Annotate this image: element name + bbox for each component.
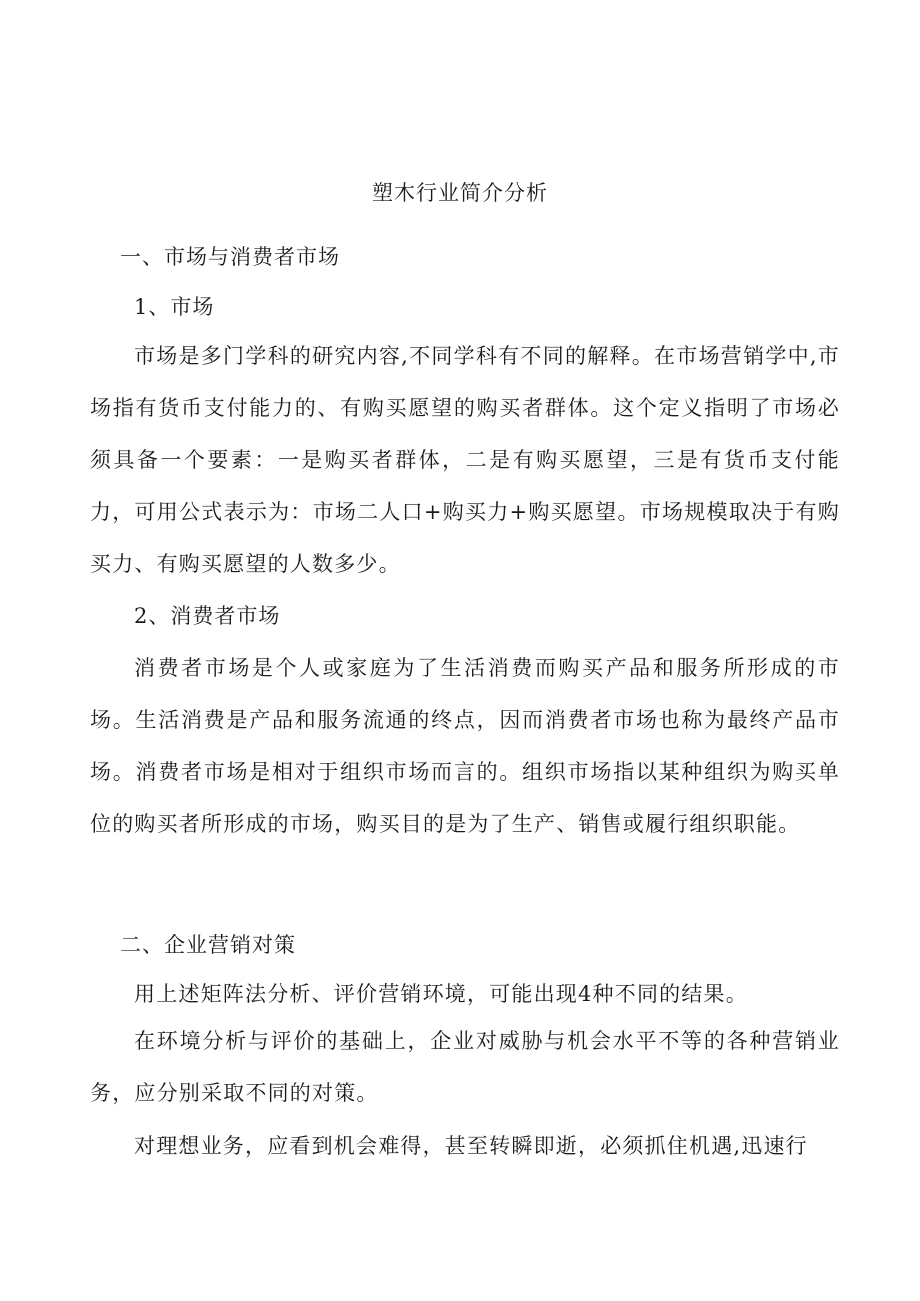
document-title: 塑木行业简介分析 (372, 181, 548, 205)
subsection-heading-consumer-market: 2、消费者市场 (134, 604, 281, 628)
paragraph-ideal-business: 对理想业务，应看到机会难得，甚至转瞬即逝，必须抓住机遇,迅速行 (134, 1134, 808, 1158)
section-heading-market: 一、市场与消费者市场 (120, 245, 340, 269)
paragraph-environment-evaluation: 在环境分析与评价的基础上，企业对威胁与机会水平不等的各种营销业务，应分别采取不同的对策。 (90, 1029, 840, 1105)
paragraph-matrix-analysis: 用上述矩阵法分析、评价营销环境，可能出现4种不同的结果。 (134, 982, 748, 1006)
subsection-heading-market: 1、市场 (134, 295, 215, 319)
section-heading-marketing-strategy: 二、企业营销对策 (120, 933, 296, 957)
paragraph-market-definition: 市场是多门学科的研究内容,不同学科有不同的解释。在市场营销学中,市场指有货币支付能力的、有购买愿望的购买者群体。这个定义指明了市场必须具备一个要素：一是购买者群体，二是有购买愿望，三是有货币支付能力，可用公式表示为：市场二人口+购买力+购买愿望。市场规模取决于有购买力、有购买愿望的人数多少。 (90, 344, 840, 576)
paragraph-consumer-market: 消费者市场是个人或家庭为了生活消费而购买产品和服务所形成的市场。生活消费是产品和服务流通的终点，因而消费者市场也称为最终产品市场。消费者市场是相对于组织市场而言的。组织市场指以某种组织为购买单位的购买者所形成的市场，购买目的是为了生产、销售或履行组织职能。 (90, 656, 840, 836)
